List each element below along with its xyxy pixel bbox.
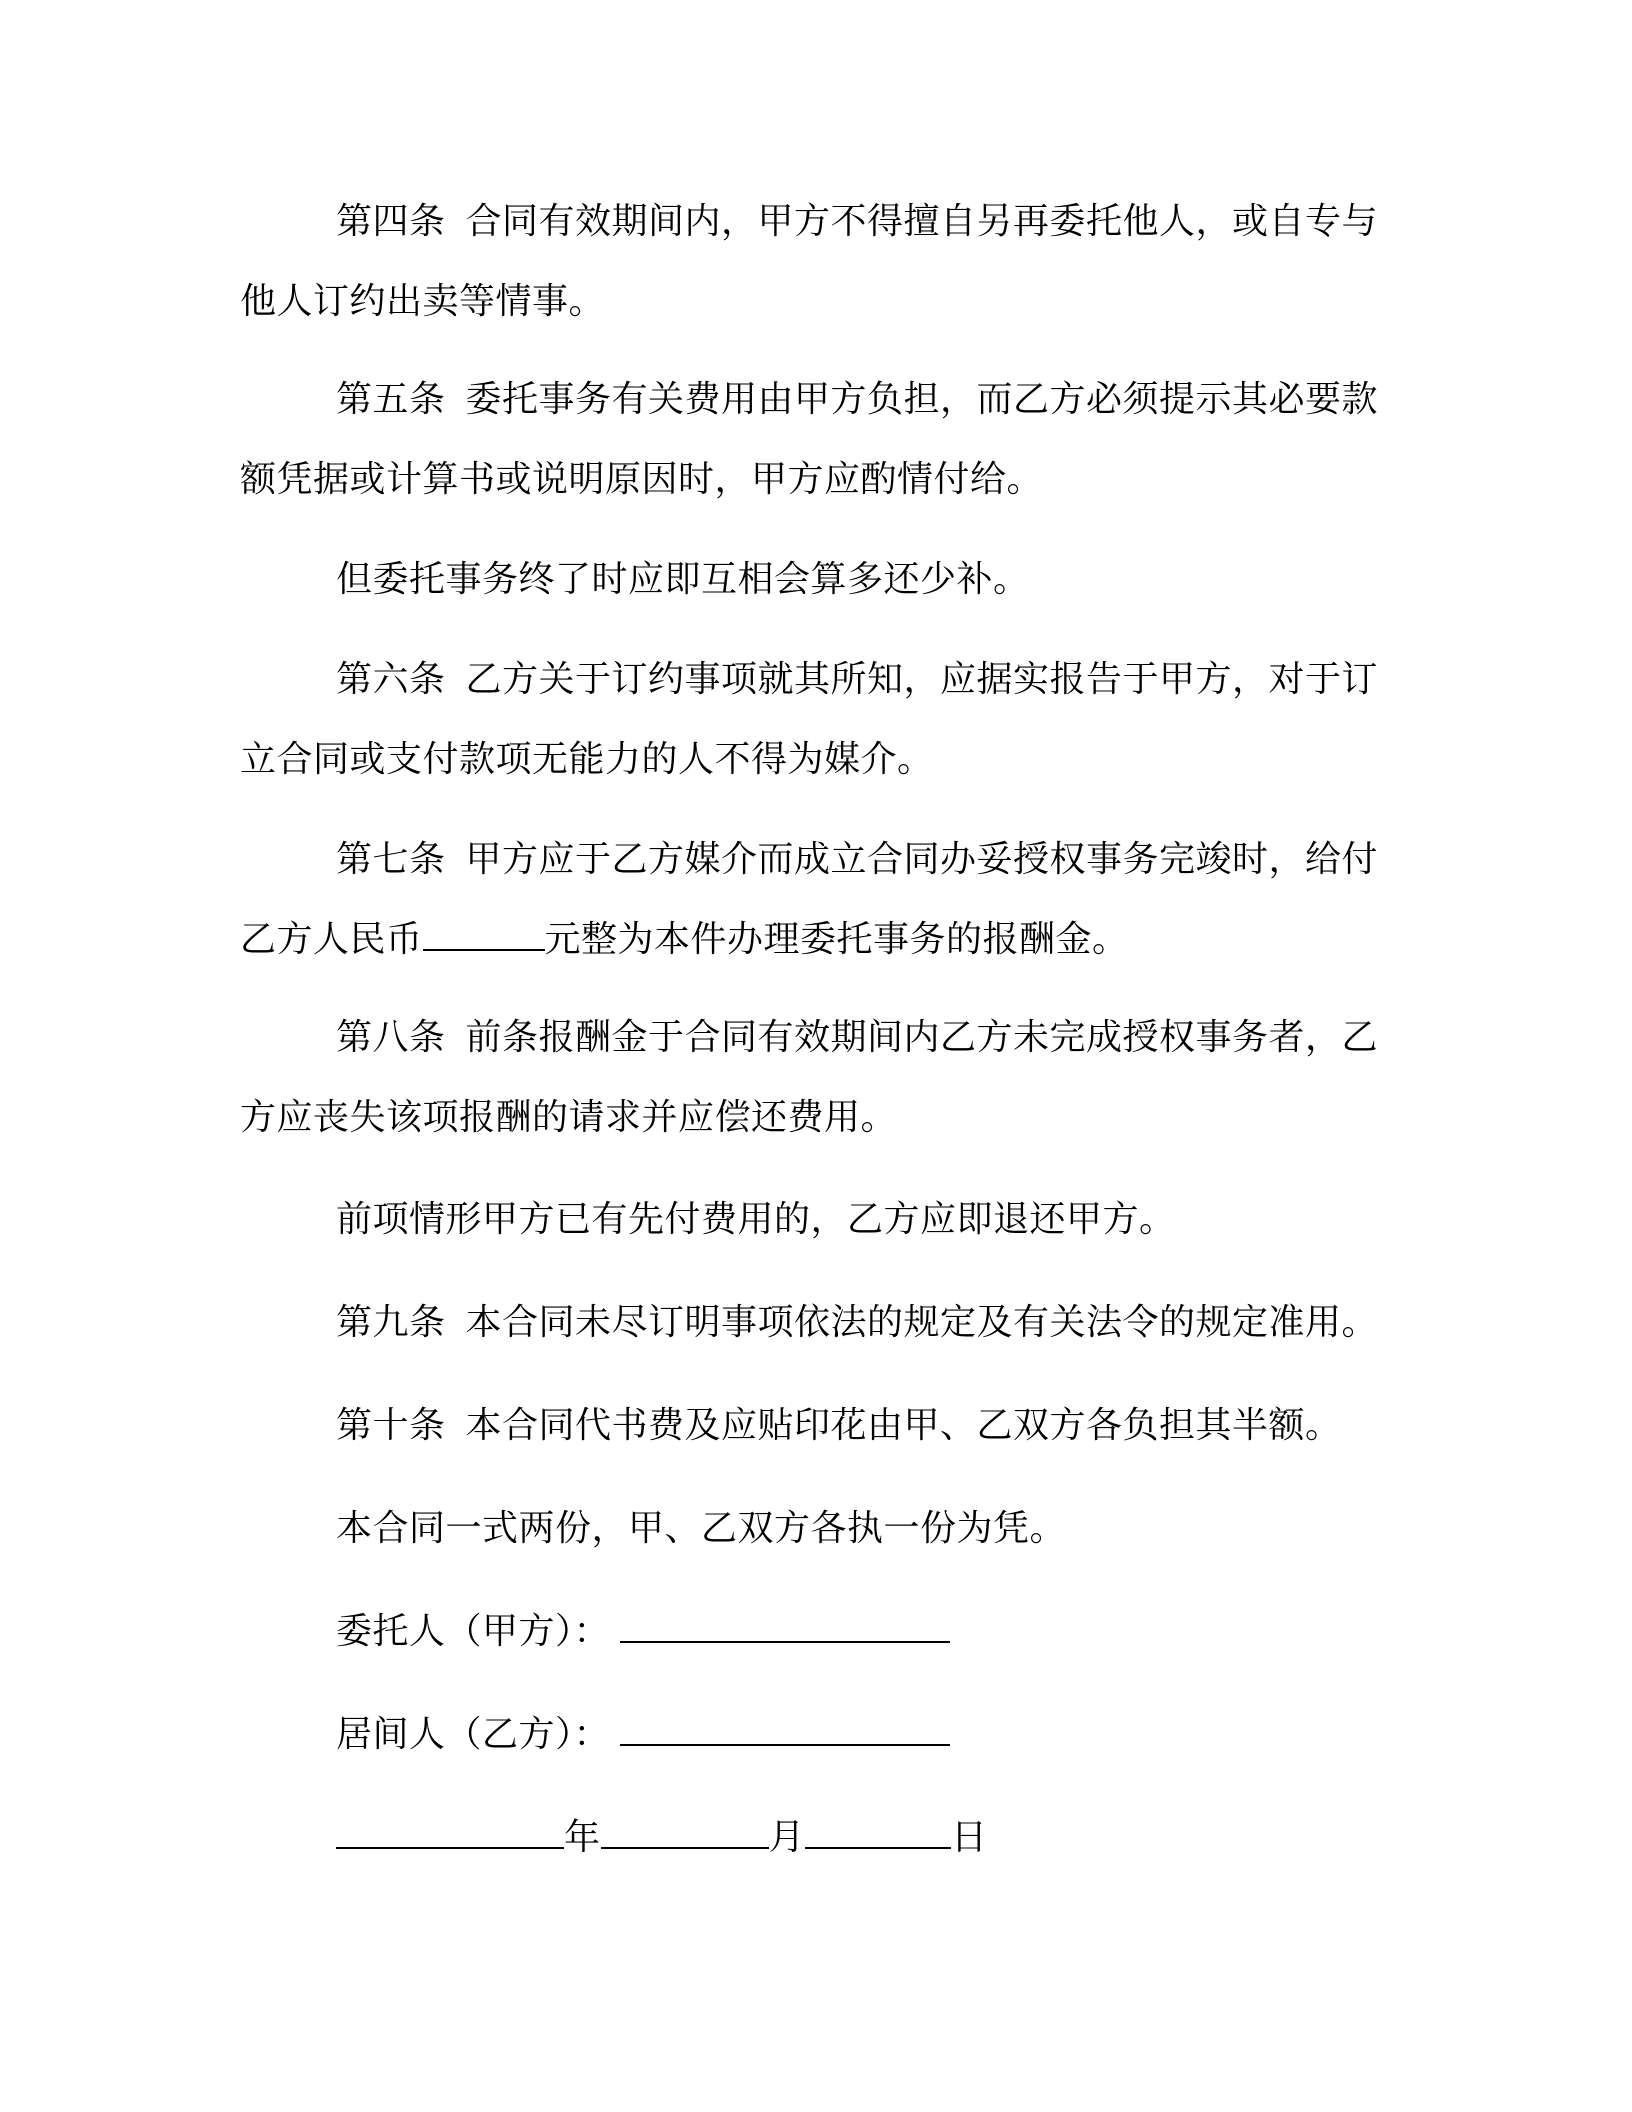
article-number: 第五条 (336, 379, 446, 420)
principal-signature-line (336, 1607, 950, 1657)
paragraph-text: 本合同一式两份，甲、乙双方各执一份为凭。 (336, 1508, 1067, 1549)
article-number: 第四条 (336, 201, 446, 242)
article-text: 合同有效期间内，甲方不得擅自另再委托他人，或自专与他人订约出卖等情事。 (240, 201, 1379, 322)
amount-blank[interactable] (423, 919, 545, 951)
article-number: 第六条 (336, 659, 446, 700)
article-text: 本合同代书费及应贴印花由甲、乙双方各负担其半额。 (465, 1405, 1342, 1446)
day-label: 日 (951, 1817, 988, 1858)
article-text: 乙方关于订约事项就其所知，应据实报告于甲方，对于订立合同或支付款项无能力的人不得为媒介。 (240, 659, 1379, 780)
article-8-supplement (336, 1195, 1176, 1245)
article-6 (240, 640, 1380, 800)
article-text-after: 元整为本件办理委托事务的报酬金。 (544, 919, 1129, 960)
article-number: 第八条 (336, 1017, 446, 1058)
article-number: 第七条 (336, 839, 446, 880)
article-text-before: 甲方应于乙方媒介而成立合同办妥授权事务完竣时，给付乙方人民币 (240, 839, 1379, 960)
article-5 (240, 360, 1380, 520)
principal-label: 委托人（甲方）： (336, 1611, 611, 1652)
year-label: 年 (564, 1817, 601, 1858)
date-line (336, 1813, 988, 1863)
article-text: 本合同未尽订明事项依法的规定及有关法令的规定准用。 (465, 1302, 1379, 1343)
broker-signature-line (336, 1710, 950, 1760)
article-text: 委托事务有关费用由甲方负担，而乙方必须提示其必要款额凭据或计算书或说明原因时，甲方应酌情付给。 (240, 379, 1379, 500)
article-text: 前条报酬金于合同有效期间内乙方未完成授权事务者，乙方应丧失该项报酬的请求并应偿还费用。 (240, 1017, 1379, 1138)
day-blank[interactable] (805, 1817, 951, 1849)
article-8 (240, 998, 1380, 1158)
article-4 (240, 182, 1380, 342)
article-number: 第九条 (336, 1302, 446, 1343)
broker-label: 居间人（乙方）： (336, 1714, 611, 1755)
copies-clause (336, 1504, 1066, 1554)
year-blank[interactable] (336, 1817, 564, 1849)
broker-signature-blank[interactable] (620, 1714, 950, 1746)
paragraph-text: 但委托事务终了时应即互相会算多还少补。 (336, 559, 1030, 600)
principal-signature-blank[interactable] (620, 1611, 950, 1643)
article-10 (336, 1401, 1342, 1451)
article-number: 第十条 (336, 1405, 446, 1446)
article-5-supplement (336, 555, 1030, 605)
article-7 (240, 820, 1380, 980)
paragraph-text: 前项情形甲方已有先付费用的，乙方应即退还甲方。 (336, 1199, 1176, 1240)
month-label: 月 (768, 1817, 806, 1858)
article-9 (336, 1298, 1378, 1348)
month-blank[interactable] (601, 1817, 769, 1849)
